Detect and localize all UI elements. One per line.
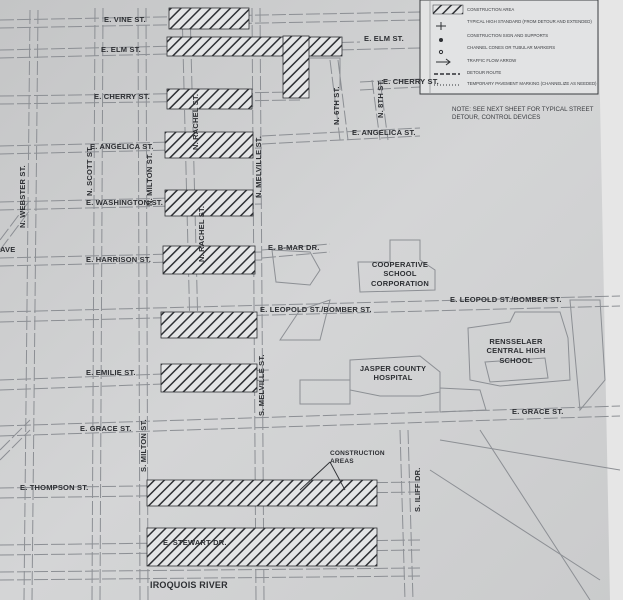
- place-label: COOPERATIVE SCHOOL CORPORATION: [371, 260, 429, 288]
- legend-item: TRAFFIC FLOW ARROW: [467, 58, 517, 63]
- callout-label: CONSTRUCTION AREAS: [330, 450, 385, 465]
- street-label: S. ILIFF DR.: [413, 467, 422, 512]
- street-label: E. ANGELICA ST.: [90, 142, 154, 151]
- street-label: N. 8TH ST.: [376, 79, 385, 118]
- river-label: IROQUOIS RIVER: [150, 580, 228, 590]
- street-label: E. EMILIE ST.: [86, 368, 136, 377]
- street-label: N. MILTON ST.: [145, 152, 154, 206]
- place-label: JASPER COUNTY HOSPITAL: [359, 364, 427, 383]
- street-label: E. HARRISON ST.: [86, 255, 152, 264]
- street-label: E. CHERRY ST.: [94, 92, 150, 101]
- street-label: E. ELM ST.: [101, 45, 141, 54]
- legend-item: CONSTRUCTION AREA: [467, 7, 515, 12]
- street-label: E. GRACE ST.: [512, 407, 564, 416]
- legend-item: TYPICAL HIGH STANDARD (FROM DETOUR AND EXTENDED): [467, 19, 592, 24]
- street-label: E. ELM ST.: [364, 34, 404, 43]
- street-label: E. STEWART DR.: [163, 538, 227, 547]
- street-label: E. VINE ST.: [104, 15, 146, 24]
- place-label: RENSSELAER CENTRAL HIGH SCHOOL: [486, 337, 546, 365]
- legend-item: CHANNEL CONES OR TUBULAR MARKERS: [467, 45, 556, 50]
- street-label: E. LEOPOLD ST./BOMBER ST.: [260, 305, 372, 314]
- street-label: N. RACHEL ST.: [197, 205, 206, 262]
- street-label: E. THOMPSON ST.: [20, 483, 89, 492]
- street-label: E. ANGELICA ST.: [352, 128, 416, 137]
- street-label: S. MILTON ST.: [139, 419, 148, 472]
- map-note: NOTE: SEE NEXT SHEET FOR TYPICAL STREET DETOUR, CONTROL DEVICES: [452, 106, 594, 121]
- street-label: E. GRACE ST.: [80, 424, 132, 433]
- street-label: S. MELVILLE ST.: [257, 354, 266, 416]
- legend-item: TEMPORARY PAVEMENT MARKING (CHANNELIZE AS NEEDED): [467, 81, 597, 86]
- street-label: E. CHERRY ST.: [383, 77, 439, 86]
- legend-item: CONSTRUCTION SIGN AND SUPPORTS: [467, 33, 549, 38]
- street-label: N. WEBSTER ST.: [18, 165, 27, 228]
- street-label: E. LEOPOLD ST./BOMBER ST.: [450, 295, 562, 304]
- street-label-fragment: AVE: [0, 245, 16, 254]
- street-label: N. RACHEL ST.: [191, 93, 200, 150]
- legend-item: DETOUR ROUTE: [467, 70, 502, 75]
- street-label: E. WASHINGTON ST.: [86, 198, 164, 207]
- street-label: N. SCOTT ST.: [85, 145, 94, 196]
- street-label: N. MELVILLE ST.: [254, 135, 263, 198]
- street-label: E. B-MAR DR.: [268, 243, 320, 252]
- street-label: N. 6TH ST.: [332, 86, 341, 125]
